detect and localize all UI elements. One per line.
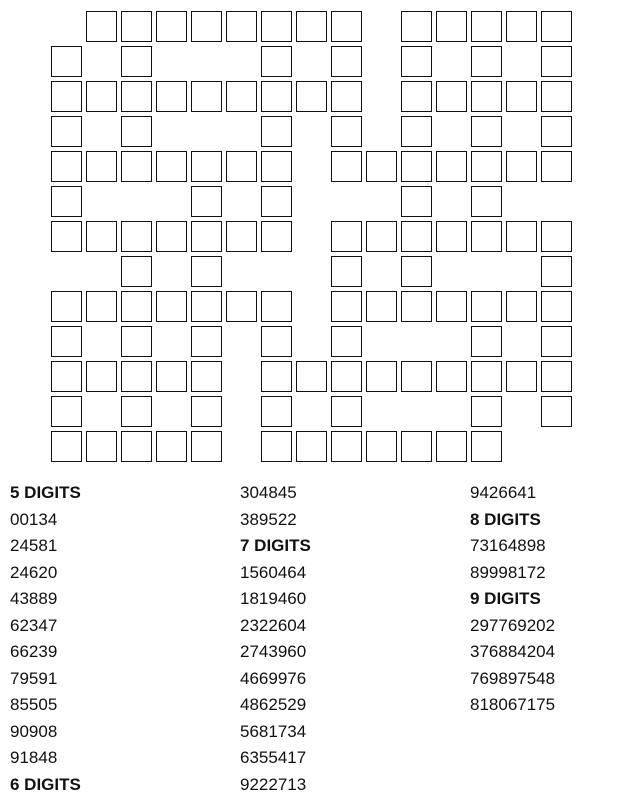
list-item: 66239 (10, 642, 58, 661)
grid-cell[interactable] (226, 151, 257, 182)
grid-cell[interactable] (541, 46, 572, 77)
list-item: 4669976 (240, 668, 307, 688)
grid-cell[interactable] (471, 46, 502, 77)
grid-cell[interactable] (506, 291, 537, 322)
grid-cell[interactable] (401, 361, 432, 392)
list-item: 9426641 (470, 483, 537, 502)
grid-cell[interactable] (331, 116, 362, 147)
grid-cell[interactable] (191, 11, 222, 42)
list-item: 85505 (10, 695, 58, 714)
list-heading: 8 DIGITS (470, 509, 541, 529)
grid-cell[interactable] (156, 291, 187, 322)
grid-cell[interactable] (51, 81, 82, 112)
grid-cell[interactable] (331, 11, 362, 42)
list-item: 1819460 (240, 589, 307, 608)
grid-cell[interactable] (401, 151, 432, 182)
grid-cell[interactable] (121, 326, 152, 357)
grid-cell[interactable] (401, 116, 432, 147)
grid-cell[interactable] (331, 151, 362, 182)
list-item: 91848 (10, 748, 58, 767)
grid-cell[interactable] (51, 361, 82, 392)
grid-cell[interactable] (51, 326, 82, 357)
grid-cell[interactable] (86, 81, 117, 112)
list-item: 62347 (10, 615, 58, 635)
grid-cell[interactable] (366, 221, 397, 252)
grid-cell[interactable] (541, 81, 572, 112)
grid-cell[interactable] (261, 186, 292, 217)
list-item: 43889 (10, 589, 58, 608)
grid-cell[interactable] (401, 291, 432, 322)
grid-cell[interactable] (51, 151, 82, 182)
list-item: 6355417 (240, 748, 307, 767)
grid-cell[interactable] (471, 186, 502, 217)
grid-cell[interactable] (156, 11, 187, 42)
list-item: 24581 (10, 536, 58, 555)
grid-cell[interactable] (366, 361, 397, 392)
list-heading: 5 DIGITS (10, 483, 81, 502)
grid-cell[interactable] (121, 431, 152, 462)
grid-cell[interactable] (191, 256, 222, 287)
grid-cell[interactable] (471, 11, 502, 42)
grid-cell[interactable] (506, 151, 537, 182)
grid-cell[interactable] (541, 11, 572, 42)
grid-cell[interactable] (191, 396, 222, 427)
grid-cell[interactable] (261, 81, 292, 112)
grid-cell[interactable] (191, 361, 222, 392)
grid-cell[interactable] (261, 46, 292, 77)
grid-cell[interactable] (296, 431, 327, 462)
grid-cell[interactable] (401, 11, 432, 42)
grid-cell[interactable] (86, 361, 117, 392)
grid-cell[interactable] (191, 151, 222, 182)
grid-cell[interactable] (226, 221, 257, 252)
grid-cell[interactable] (401, 221, 432, 252)
grid-cell[interactable] (331, 291, 362, 322)
grid-cell[interactable] (331, 396, 362, 427)
grid-cell[interactable] (156, 81, 187, 112)
grid-cell[interactable] (261, 11, 292, 42)
grid-cell[interactable] (191, 431, 222, 462)
list-item: 1560464 (240, 562, 307, 582)
grid-cell[interactable] (226, 11, 257, 42)
grid-cell[interactable] (121, 396, 152, 427)
grid-cell[interactable] (331, 431, 362, 462)
grid-cell[interactable] (331, 81, 362, 112)
list-item: 389522 (240, 509, 297, 529)
grid-cell[interactable] (121, 11, 152, 42)
grid-cell[interactable] (471, 396, 502, 427)
grid-cell[interactable] (541, 291, 572, 322)
grid-cell[interactable] (191, 186, 222, 217)
grid-cell[interactable] (436, 11, 467, 42)
grid-cell[interactable] (541, 361, 572, 392)
grid-cell[interactable] (86, 291, 117, 322)
grid-cell[interactable] (86, 11, 117, 42)
grid-cell[interactable] (541, 396, 572, 427)
list-heading: 9 DIGITS (470, 589, 541, 608)
list-item: 769897548 (470, 668, 556, 688)
grid-cell[interactable] (471, 221, 502, 252)
grid-cell[interactable] (366, 151, 397, 182)
grid-cell[interactable] (436, 431, 467, 462)
grid-cell[interactable] (331, 256, 362, 287)
grid-cell[interactable] (261, 431, 292, 462)
grid-cell[interactable] (86, 431, 117, 462)
grid-cell[interactable] (261, 291, 292, 322)
grid-cell[interactable] (261, 116, 292, 147)
grid-cell[interactable] (506, 11, 537, 42)
grid-cell[interactable] (401, 256, 432, 287)
list-item: 89998172 (470, 562, 546, 582)
grid-cell[interactable] (51, 116, 82, 147)
grid-cell[interactable] (121, 46, 152, 77)
grid-cell[interactable] (471, 151, 502, 182)
grid-cell[interactable] (471, 431, 502, 462)
list-item: 2743960 (240, 642, 307, 661)
grid-cell[interactable] (506, 361, 537, 392)
grid-cell[interactable] (51, 396, 82, 427)
list-item: 376884204 (470, 642, 556, 661)
grid-cell[interactable] (331, 326, 362, 357)
list-heading: 6 DIGITS (10, 774, 81, 794)
number-list-column (470, 480, 622, 719)
grid-cell[interactable] (436, 291, 467, 322)
grid-cell[interactable] (506, 221, 537, 252)
grid-cell[interactable] (121, 291, 152, 322)
grid-cell[interactable] (296, 81, 327, 112)
grid-cell[interactable] (261, 361, 292, 392)
grid-cell[interactable] (366, 431, 397, 462)
list-item: 297769202 (470, 615, 556, 635)
list-item: 304845 (240, 483, 297, 502)
list-item: 2322604 (240, 615, 307, 635)
grid-cell[interactable] (191, 291, 222, 322)
grid-cell[interactable] (436, 151, 467, 182)
grid-cell[interactable] (51, 186, 82, 217)
grid-cell[interactable] (51, 431, 82, 462)
grid-cell[interactable] (436, 361, 467, 392)
list-item: 90908 (10, 721, 58, 741)
grid-cell[interactable] (471, 361, 502, 392)
grid-cell[interactable] (261, 396, 292, 427)
grid-cell[interactable] (156, 221, 187, 252)
grid-cell[interactable] (261, 326, 292, 357)
grid-cell[interactable] (191, 221, 222, 252)
grid-cell[interactable] (331, 361, 362, 392)
grid-cell[interactable] (471, 326, 502, 357)
grid-cell[interactable] (541, 326, 572, 357)
grid-cell[interactable] (331, 221, 362, 252)
grid-cell[interactable] (156, 431, 187, 462)
grid-cell[interactable] (121, 361, 152, 392)
list-item: 5681734 (240, 721, 307, 741)
grid-cell[interactable] (471, 81, 502, 112)
list-item: 79591 (10, 668, 58, 688)
grid-cell[interactable] (121, 81, 152, 112)
grid-cell[interactable] (86, 151, 117, 182)
grid-cell[interactable] (436, 81, 467, 112)
grid-cell[interactable] (401, 46, 432, 77)
grid-cell[interactable] (51, 221, 82, 252)
grid-cell[interactable] (121, 151, 152, 182)
list-item: 73164898 (470, 536, 546, 555)
list-item: 9222713 (240, 774, 307, 794)
grid-cell[interactable] (541, 116, 572, 147)
grid-cell[interactable] (51, 291, 82, 322)
list-heading: 7 DIGITS (240, 536, 311, 555)
grid-cell[interactable] (296, 361, 327, 392)
grid-cell[interactable] (51, 46, 82, 77)
grid-cell[interactable] (226, 81, 257, 112)
number-list-column (240, 480, 440, 798)
grid-cell[interactable] (121, 221, 152, 252)
grid-cell[interactable] (156, 361, 187, 392)
grid-cell[interactable] (506, 81, 537, 112)
number-list (0, 480, 622, 810)
grid-cell[interactable] (191, 81, 222, 112)
grid-cell[interactable] (86, 221, 117, 252)
grid-cell[interactable] (401, 81, 432, 112)
grid-cell[interactable] (541, 221, 572, 252)
list-item: 00134 (10, 509, 58, 529)
grid-cell[interactable] (261, 151, 292, 182)
grid-cell[interactable] (296, 11, 327, 42)
grid-cell[interactable] (156, 151, 187, 182)
grid-cell[interactable] (541, 256, 572, 287)
grid-cell[interactable] (226, 291, 257, 322)
list-item: 818067175 (470, 695, 556, 714)
grid-cell[interactable] (331, 46, 362, 77)
grid-cell[interactable] (191, 326, 222, 357)
grid-cell[interactable] (401, 186, 432, 217)
grid-cell[interactable] (541, 151, 572, 182)
list-item: 24620 (10, 562, 58, 582)
grid-cell[interactable] (471, 291, 502, 322)
grid-cell[interactable] (436, 221, 467, 252)
grid-cell[interactable] (121, 256, 152, 287)
grid-cell[interactable] (121, 116, 152, 147)
number-list-column (10, 480, 210, 798)
grid-cell[interactable] (261, 221, 292, 252)
list-item: 4862529 (240, 695, 307, 714)
grid-cell[interactable] (366, 291, 397, 322)
grid-cell[interactable] (401, 431, 432, 462)
grid-cell[interactable] (471, 116, 502, 147)
